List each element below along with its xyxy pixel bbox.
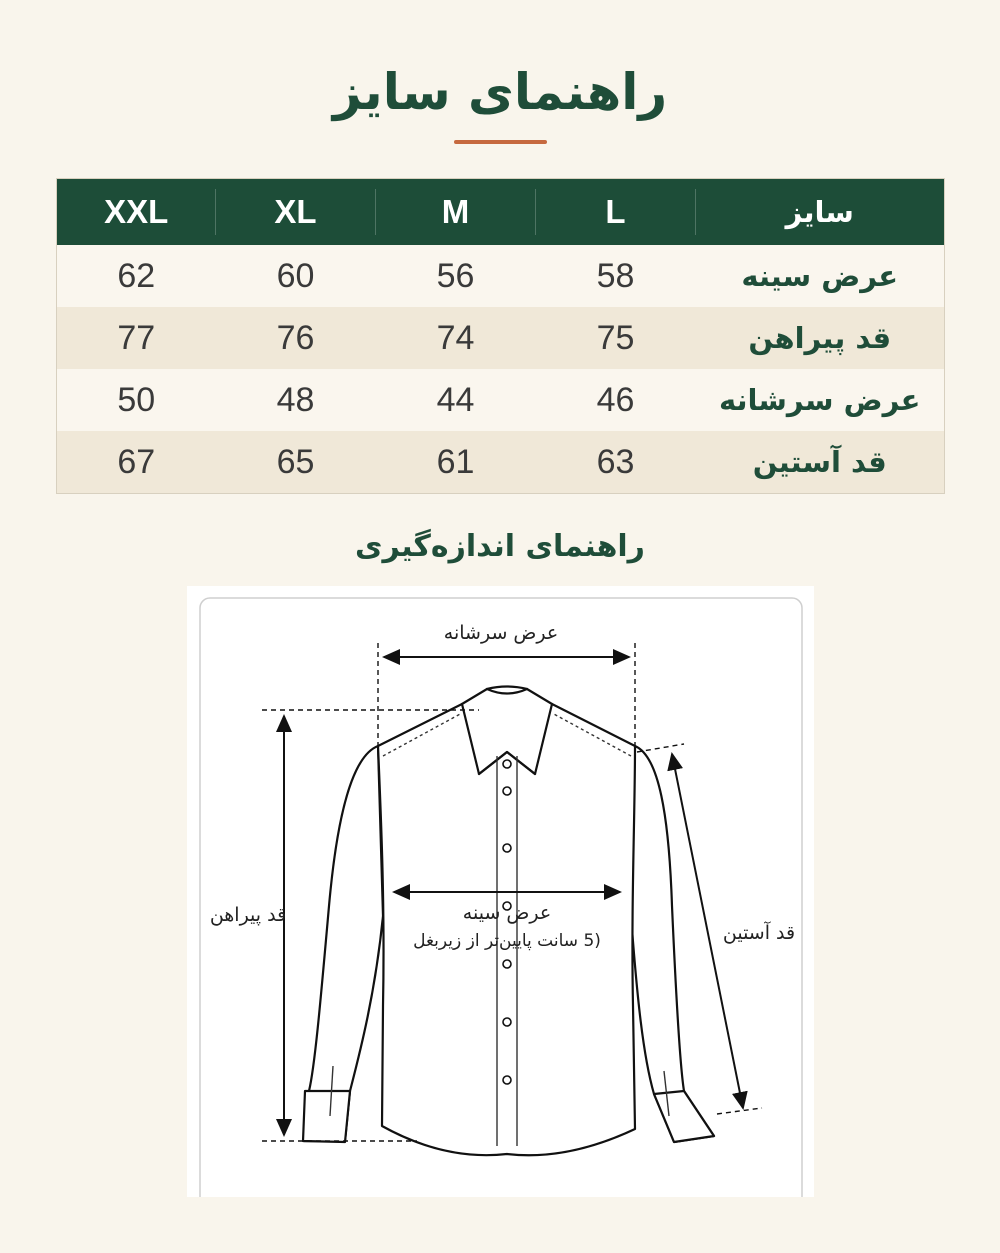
table-cell: 61	[376, 431, 536, 494]
table-cell: 77	[57, 307, 216, 369]
shirt-illustration	[187, 586, 814, 1197]
table-row	[57, 369, 945, 431]
shirt-button	[503, 1018, 511, 1026]
table-cell: 50	[57, 369, 216, 431]
table-cell: 58	[536, 245, 696, 307]
title-divider	[454, 140, 547, 144]
shoulder-width-label: عرض سرشانه	[443, 622, 559, 644]
size-table	[56, 178, 945, 494]
table-cell: 63	[536, 431, 696, 494]
table-cell: 76	[216, 307, 376, 369]
sleeve-length-label: قد آستین	[722, 922, 796, 944]
row-label: عرض سرشانه	[696, 369, 945, 431]
table-cell: 48	[216, 369, 376, 431]
shirt-body	[378, 704, 635, 1155]
table-cell: 56	[376, 245, 536, 307]
measurement-guide-title: راهنمای اندازه‌گیری	[355, 529, 645, 564]
chest-width-note: (5 سانت پایین‌تر از زیربغل	[413, 931, 601, 951]
shirt-button	[503, 960, 511, 968]
size-header: M	[376, 179, 536, 246]
measurement-diagram	[187, 586, 814, 1197]
table-cell: 62	[57, 245, 216, 307]
table-cell: 65	[216, 431, 376, 494]
table-header-row	[57, 179, 945, 246]
table-cell: 60	[216, 245, 376, 307]
size-header: L	[536, 179, 696, 246]
row-label: قد پیراهن	[696, 307, 945, 369]
left-cuff	[303, 1091, 350, 1142]
row-label: عرض سینه	[696, 245, 945, 307]
chest-width-label: عرض سینه	[462, 902, 552, 924]
row-label: قد آستین	[696, 431, 945, 494]
table-cell: 44	[376, 369, 536, 431]
table-row	[57, 431, 945, 494]
size-header: XXL	[57, 179, 216, 246]
table-row	[57, 307, 945, 369]
table-row	[57, 245, 945, 307]
table-cell: 67	[57, 431, 216, 494]
table-cell: 74	[376, 307, 536, 369]
shirt-button	[503, 787, 511, 795]
size-header: XL	[216, 179, 376, 246]
shirt-button	[503, 844, 511, 852]
shirt-button	[503, 760, 511, 768]
shirt-button	[503, 1076, 511, 1084]
page-title: راهنمای سایز	[332, 63, 668, 121]
size-column-header: سایز	[696, 179, 945, 246]
shirt-length-label: قد پیراهن	[209, 904, 287, 926]
table-cell: 46	[536, 369, 696, 431]
table-cell: 75	[536, 307, 696, 369]
